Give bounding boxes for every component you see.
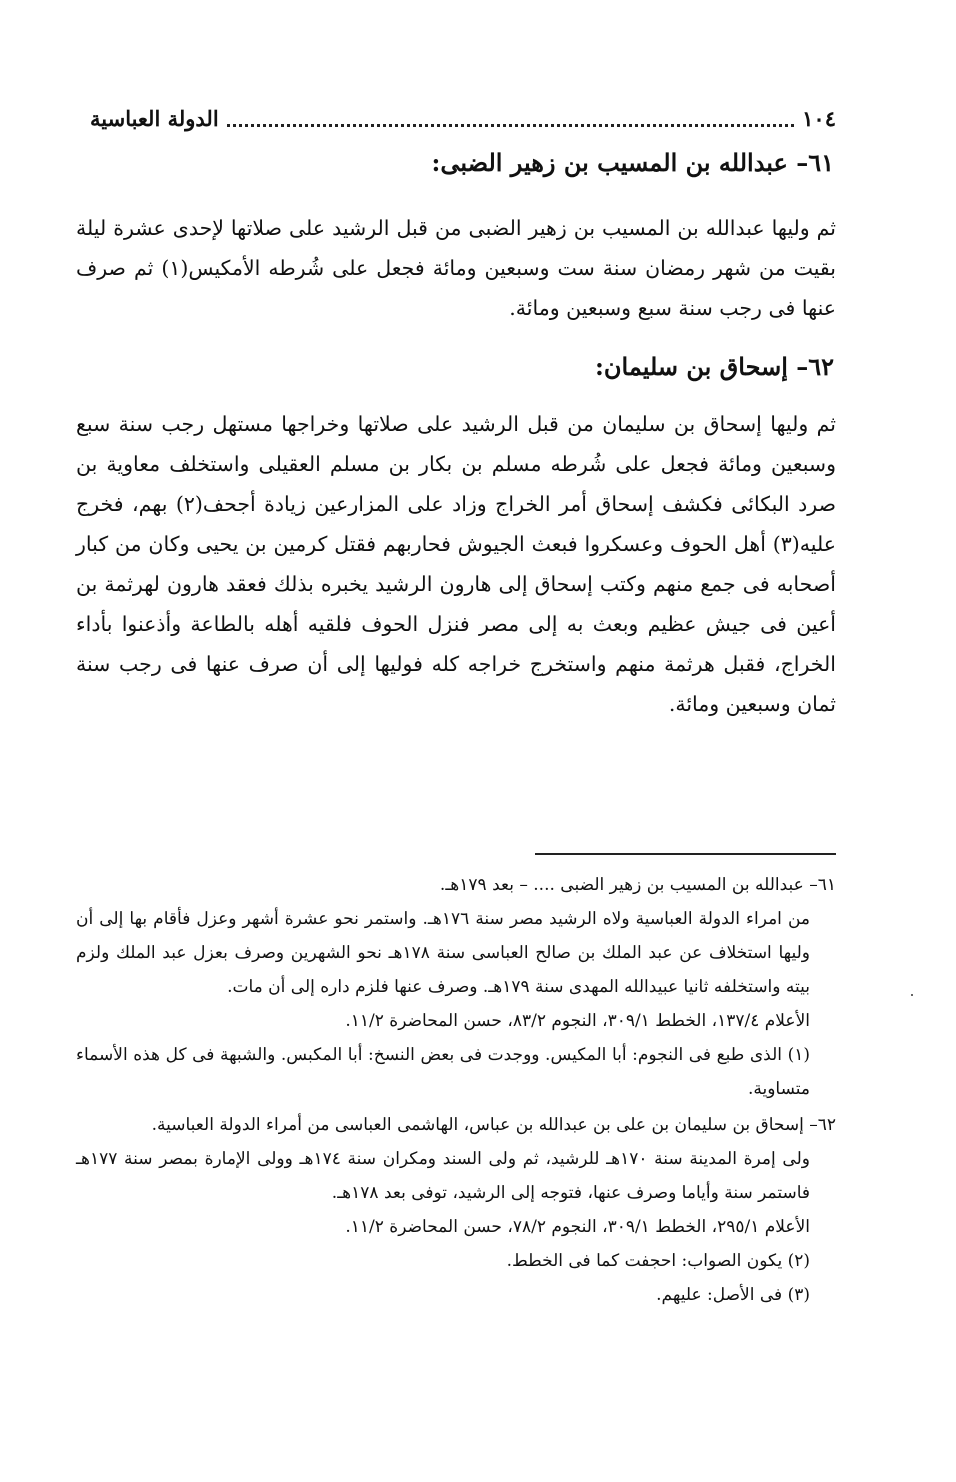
footnotes [76,868,836,1312]
footnote-2: (٢) يكون الصواب: احجفت كما فى الخطط. [506,1251,810,1271]
page-number: ١٠٤ [802,105,836,131]
running-title: الدولة العباسية [90,105,219,131]
footnote-3: (٣) فى الأصل: عليهم. [656,1285,810,1305]
footnote-61-heading: ٦١– عبدالله بن المسيب بن زهير الضبى .... – بعد ١٧٩هـ. [439,875,836,895]
section-body-62: ثم وليها إسحاق بن سليمان من قبل الرشيد على صلاتها وخراجها مستهل رجب سنة سبع وسبعين ومائة فجعل على شُرطه مسلم بن بكار بن مسلم العقيلى واستخلف معاوية بن صرد البكائى فكشف إسحاق أمر الخراج وزاد على المزارعين زيادة أجحف(٢) بهم، فخرج عليه(٣) أهل الحوف وعسكروا فبعث الجيوش فحاربهم فقتل كرمين بن يحيى وكان من كبار أصحابه فى جمع منهم وكتب إسحاق إلى هارون الرشيد يخبره بذلك فعقد هارون لهرثمة بن أعين فى جيش عظيم وبعث به إلى مصر فنزل الحوف فلقيه أهله بالطاعة وأذعنوا بأداء الخراج، فقبل هرثمة منهم واستخرج خراجه كله فوليها إلى أن صرف عنها فى رجب سنة ثمان وسبعين ومائة. [76,412,836,716]
footnote-61-references: الأعلام ١٣٧/٤، الخطط ٣٠٩/١، النجوم ٨٣/٢، حسن المحاضرة ١١/٢. [345,1011,810,1031]
footnote-61-bio: من امراء الدولة العباسية ولاه الرشيد مصر سنة ١٧٦هـ. واستمر نحو عشرة أشهر وعزل فأقام بها إلى أن وليها استخلاف عن عبد الملك بن صالح العباسى سنة ١٧٨هـ نحو الشهرين وصرف بعزل عبد الملك ولزم بيته واستخلفه ثانيا عبيدالله المهدى سنة ١٧٩هـ. وصرف عنها فلزم داره إلى أن مات. [76,909,810,997]
footnote-1: (١) الذى طبع فى النجوم: أبا المكيس. ووجدت فى بعض النسخ: أبا المكبس. والشبهة فى كل هذه الأسماء متساوية. [76,1045,810,1099]
section-heading-62: ٦٢– إسحاق بن سليمان: [595,352,834,381]
leader-dots [227,110,795,127]
running-header [90,100,836,136]
scan-speck [911,994,913,996]
section-heading-61: ٦١– عبدالله بن المسيب بن زهير الضبى: [431,148,834,177]
section-body-61: ثم وليها عبدالله بن المسيب بن زهير الضبى من قبل الرشيد على صلاتها لإحدى عشرة ليلة بقيت من شهر رمضان سنة ست وسبعين ومائة فجعل على شُرطه الأمكيس(١) ثم صرف عنها فى رجب سنة سبع وسبعين ومائة. [76,216,836,320]
footnote-62-heading: ٦٢– إسحاق بن سليمان بن على بن عبدالله بن عباس، الهاشمى العباسى من أمراء الدولة العباسية. [151,1115,836,1135]
footnote-separator [535,853,836,855]
footnote-62-references: الأعلام ٢٩٥/١، الخطط ٣٠٩/١، النجوم ٧٨/٢، حسن المحاضرة ١١/٢. [345,1217,810,1237]
footnote-62-bio: ولى إمرة المدينة سنة ١٧٠هـ للرشيد، ثم ولى السند ومكران سنة ١٧٤هـ وولى الإمارة بمصر سنة ١٧٧هـ فاستمر سنة وأياما وصرف عنها، فتوجه إلى الرشيد، توفى بعد ١٧٨هـ. [76,1149,810,1203]
